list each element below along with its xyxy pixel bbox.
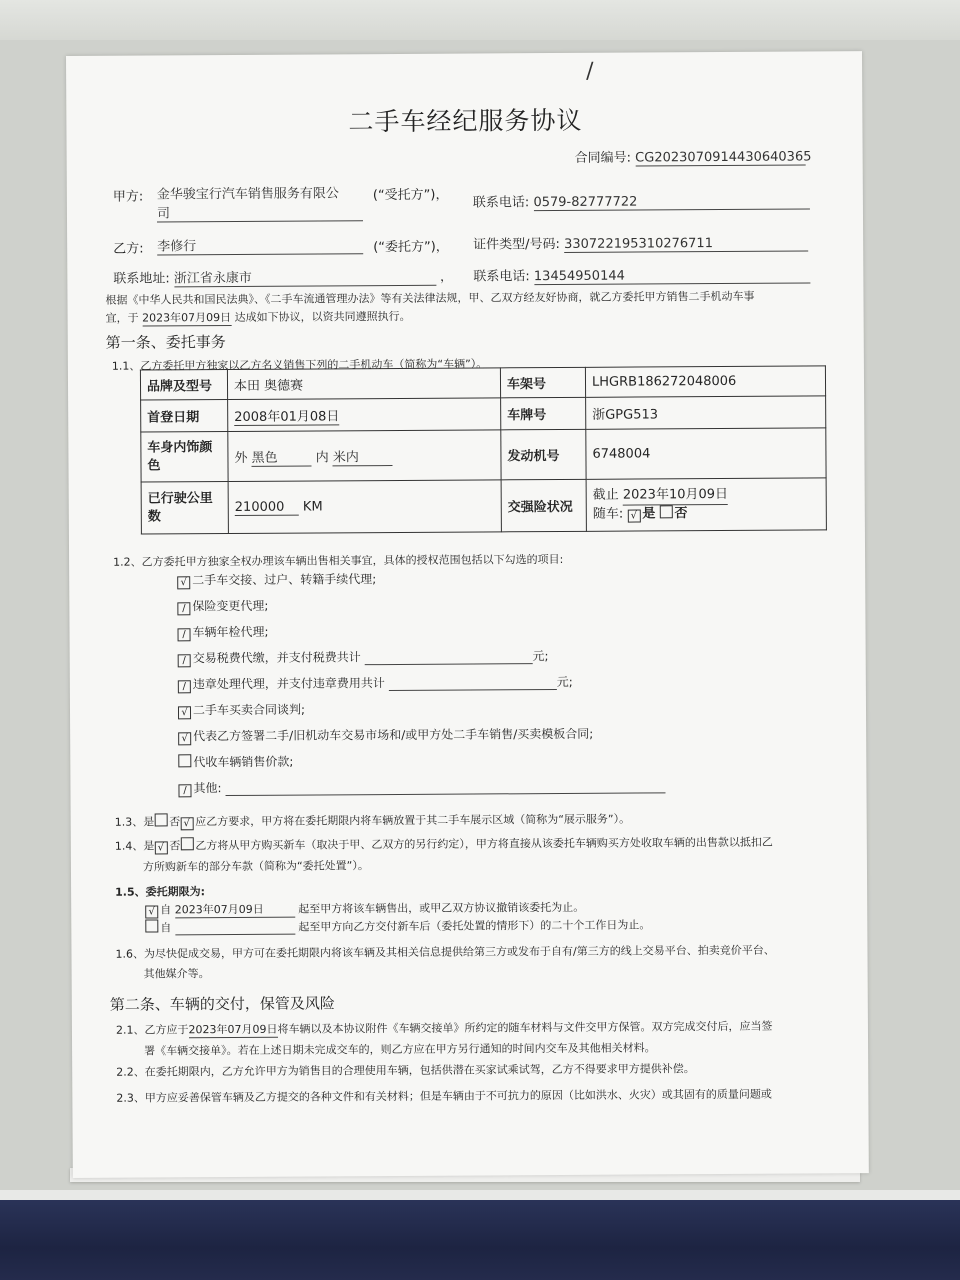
contract-number-value: CG2023070914430640365 <box>635 149 812 166</box>
intro-line-2: 宜，于 2023年07月09日 达成如下协议，以资共同遵照执行。 <box>105 309 411 325</box>
authority-item: / 交易税费代缴，并支付税费共计 元; <box>178 647 549 667</box>
vehicle-table <box>140 365 827 534</box>
document-title: 二手车经纪服务协议 <box>348 105 583 137</box>
clause-1-4: 1.4、是 √ 否 乙方将从甲方购买新车（取决于甲、乙双方的另行约定），甲方将直接从该委托车辆购买方处收取车辆的出售款以抵扣乙 方所购新车的部分车款（简称为“委托处置”）。 <box>114 835 773 874</box>
party-b-id: 证件类型/号码: 330722195310276711 <box>473 231 808 253</box>
vin-value: LHGRB186272048006 <box>585 366 825 397</box>
table-row <box>141 428 826 482</box>
plate-label: 车牌号 <box>501 397 586 430</box>
party-a-label: 甲方: <box>112 189 144 205</box>
brand-value: 本田 奥德赛 <box>227 368 500 400</box>
clause-2-2: 2.2、在委托期限内，乙方允许甲方为销售目的合理使用车辆，包括供潜在买家试乘试驾，乙方不得要求甲方提供补偿。 <box>116 1062 695 1079</box>
color-value: 外 黑色 内 米内 <box>228 430 501 482</box>
party-a-phone: 联系电话: 0579-82777722 <box>473 189 810 211</box>
party-b-name: 李修行 <box>157 234 363 255</box>
clause-1-6: 1.6、为尽快促成交易，甲方可在委托期限内将该车辆及其相关信息提供给第三方或发布于自有/第三方的线上交易平台、拍卖竞价平台、 其他媒介等。 <box>115 943 775 981</box>
authority-item: / 违章处理代理，并支付违章费用共计 元; <box>178 673 573 693</box>
address-row: 联系地址: 浙江省永康市 ， <box>113 266 453 288</box>
clause-2-1: 2.1、乙方应于2023年07月09日将车辆以及本协议附件《车辆交接单》所约定的随车材料与文件交甲方保管。双方完成交付后，应当签 署《车辆交接单》。若在上述日期未完成交车的，则乙方应在甲方另行通知的时间内交车及其他相关材料。 <box>115 1019 773 1058</box>
checkbox-icon <box>145 919 158 932</box>
table-row <box>141 478 826 534</box>
authority-item: √ 二手车买卖合同谈判; <box>178 701 305 720</box>
checkbox-icon <box>178 754 191 767</box>
party-a-role: (“受托方”)， <box>372 187 449 204</box>
party-b-phone: 联系电话: 13454950144 <box>473 263 810 285</box>
clause-1-1: 1.1、乙方委托甲方独家以乙方名义销售下列的二手机动车（简称为“车辆”）。 <box>111 357 488 373</box>
engine-label: 发动机号 <box>501 429 586 480</box>
clause-1-3: 1.3、是 否 √ 应乙方要求，甲方将在委托期限内将车辆放置于其二手车展示区域（简称为“展示服务”）。 <box>114 812 631 830</box>
insurance-no-checkbox <box>659 505 672 518</box>
section-2-heading: 第二条、车辆的交付，保管及风险 <box>109 994 335 1014</box>
checkbox-icon: √ <box>180 817 193 830</box>
checkbox-icon: / <box>178 654 191 667</box>
party-b-label: 乙方: <box>113 241 144 257</box>
insurance-value: 截止 2023年10月09日 随车: √ 是 否 <box>586 478 826 531</box>
vin-label: 车架号 <box>500 367 585 398</box>
checkbox-icon: / <box>177 602 190 615</box>
plate-value: 浙GPG513 <box>586 396 826 429</box>
checkbox-icon: / <box>177 628 190 641</box>
reg-date-label: 首登日期 <box>141 400 228 433</box>
party-b-role: (“委托方”)， <box>373 239 449 256</box>
insurance-label: 交强险状况 <box>501 479 586 532</box>
mileage-label: 已行驶公里数 <box>141 482 228 535</box>
checkbox-icon: / <box>178 680 191 693</box>
checkbox-icon: √ <box>154 841 167 854</box>
clause-1-5-heading: 1.5、委托期限为: <box>115 885 206 899</box>
brand-label: 品牌及型号 <box>140 370 227 401</box>
authority-item: √ 二手车交接、过户、转籍手续代理; <box>177 570 376 589</box>
table-row <box>140 366 825 400</box>
authority-item: √ 代表乙方签署二手/旧机动车交易市场和/或甲方处二手车销售/买卖模板合同; <box>178 725 593 746</box>
background-cloth <box>0 1200 960 1280</box>
authority-item: / 其他: <box>178 776 665 797</box>
checkbox-icon: √ <box>177 576 190 589</box>
insurance-yes-checkbox: √ <box>627 510 640 523</box>
background-top <box>0 0 960 40</box>
checkbox-icon: √ <box>145 905 158 918</box>
clause-2-3: 2.3、甲方应妥善保管车辆及乙方提交的各种文件和有关材料；但是车辆由于不可抗力的原因（比如洪水、火灾）或其固有的质量问题或 <box>116 1087 772 1105</box>
checkbox-icon: / <box>178 784 191 797</box>
engine-value: 6748004 <box>586 428 826 479</box>
term-option-1: √ 自 2023年07月09日 起至甲方将该车辆售出，或甲乙双方协议撤销该委托为止。 <box>145 899 584 919</box>
authority-item: 代收车辆销售价款; <box>178 753 293 771</box>
color-label: 车身内饰颜色 <box>141 432 228 483</box>
mileage-value: 210000 KM <box>228 480 501 534</box>
contract-page <box>66 51 869 1178</box>
intro-line-1: 根据《中华人民共和国民法典》、《二手车流通管理办法》等有关法律法规，甲、乙双方经友好协商，就乙方委托甲方销售二手机动车事 <box>105 289 755 307</box>
checkbox-icon: √ <box>178 706 191 719</box>
checkbox-icon <box>180 837 193 850</box>
table-row <box>141 396 826 432</box>
clause-1-2-intro: 1.2、乙方委托甲方独家全权办理该车辆出售相关事宜，具体的授权范围包括以下勾选的项目: <box>113 552 564 569</box>
authority-item: / 车辆年检代理; <box>177 623 268 642</box>
checkbox-icon: √ <box>178 732 191 745</box>
checkbox-icon <box>154 813 167 826</box>
term-option-2: 自 起至甲方向乙方交付新车后（委托处置的情形下）的二十个工作日为止。 <box>145 916 650 935</box>
section-1-heading: 第一条、委托事务 <box>105 333 226 352</box>
authority-item: / 保险变更代理; <box>177 597 268 616</box>
pen-mark: / <box>586 58 594 84</box>
contract-number: 合同编号: CG2023070914430640365 <box>574 149 812 166</box>
party-a-name: 金华骏宝行汽车销售服务有限公 司 <box>157 182 363 222</box>
reg-date-value: 2008年01月08日 <box>228 398 501 432</box>
